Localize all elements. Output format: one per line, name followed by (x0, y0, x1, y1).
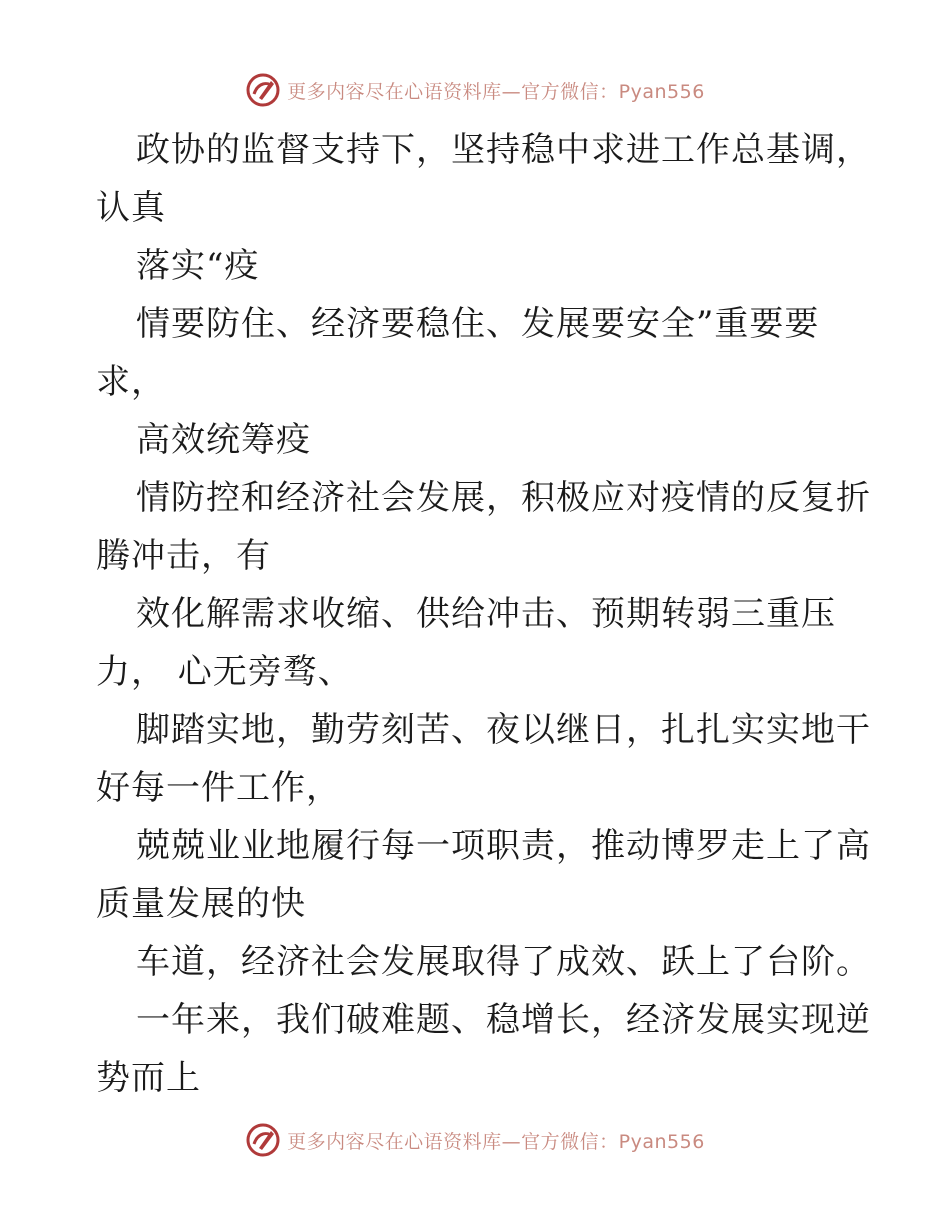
text-line: 求， (96, 362, 166, 402)
text-line: 情要防住、经济要稳住、发展要安全”重要要 (136, 304, 820, 344)
footer-banner-text: 更多内容尽在心语资料库—官方微信：Pyan556 (287, 1130, 705, 1153)
document-body (96, 121, 871, 1107)
text-line: 势而上 (96, 1058, 201, 1098)
text-line: 腾冲击，有 (96, 536, 271, 576)
logo-icon (245, 1122, 281, 1158)
text-line: 情防控和经济社会发展，积极应对疫情的反复折 (136, 478, 871, 518)
text-line: 效化解需求收缩、供给冲击、预期转弱三重压 (136, 594, 836, 634)
text-line: 质量发展的快 (96, 884, 306, 924)
text-line: 政协的监督支持下，坚持稳中求进工作总基调， (136, 130, 871, 170)
text-line: 高效统筹疫 (136, 420, 311, 460)
text-line: 认真 (96, 188, 166, 228)
text-line: 好每一件工作， (96, 768, 341, 808)
text-line: 一年来，我们破难题、稳增长，经济发展实现逆 (136, 1000, 871, 1040)
text-line: 力， 心无旁骛、 (96, 652, 353, 692)
logo-icon (245, 72, 281, 108)
text-line: 车道，经济社会发展取得了成效、跃上了台阶。 (136, 942, 871, 982)
header-banner-text: 更多内容尽在心语资料库—官方微信：Pyan556 (287, 80, 705, 103)
text-line: 兢兢业业地履行每一项职责，推动博罗走上了高 (136, 826, 871, 866)
header-banner (0, 72, 950, 108)
text-line: 落实“疫 (136, 246, 260, 286)
text-line: 脚踏实地，勤劳刻苦、夜以继日，扎扎实实地干 (136, 710, 871, 750)
footer-banner (0, 1122, 950, 1158)
